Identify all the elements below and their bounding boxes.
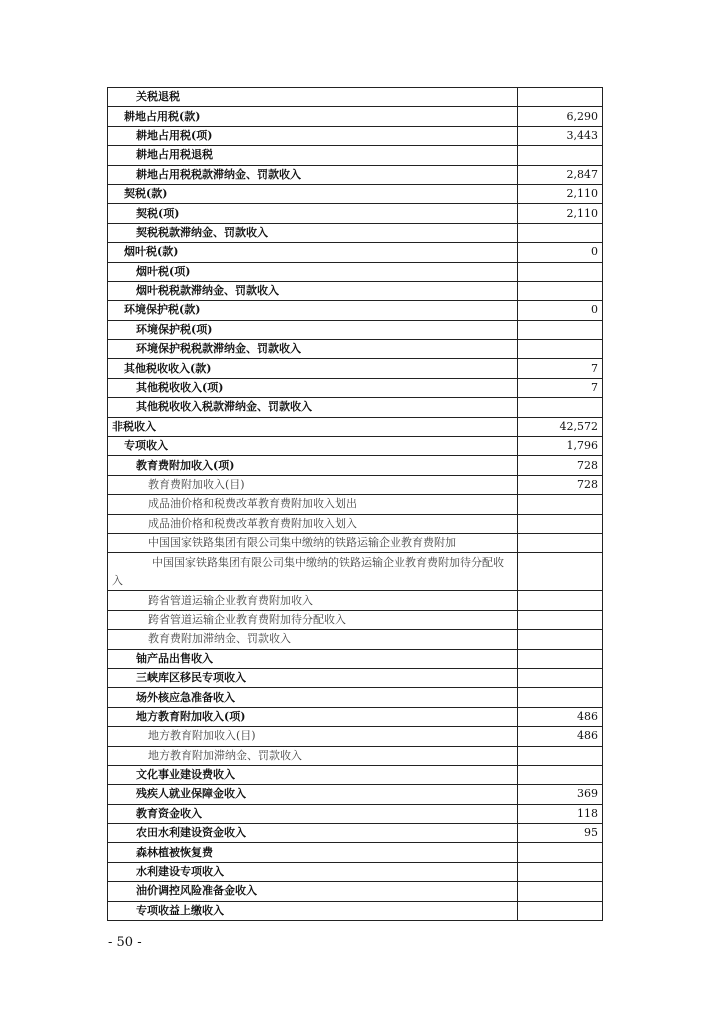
table-row: [108, 707, 603, 726]
row-item-name: 耕地占用税(项): [108, 126, 518, 145]
table-row: [108, 475, 603, 494]
table-row: [108, 184, 603, 203]
table-row: [108, 688, 603, 707]
page-number: - 50 -: [108, 935, 142, 950]
row-amount: [518, 649, 603, 668]
row-amount: [518, 262, 603, 281]
table-row: [108, 668, 603, 687]
row-item-name: 成品油价格和税费改革教育费附加收入划入: [108, 514, 518, 533]
row-amount: 0: [518, 243, 603, 262]
row-amount: 1,796: [518, 437, 603, 456]
row-item-name: 专项收入: [108, 437, 518, 456]
row-item-name: 教育费附加收入(目): [108, 475, 518, 494]
row-amount: [518, 398, 603, 417]
row-amount: [518, 901, 603, 920]
table-row: [108, 495, 603, 514]
table-row: [108, 243, 603, 262]
row-amount: [518, 533, 603, 552]
row-amount: [518, 746, 603, 765]
table-row: [108, 88, 603, 107]
row-item-name: 其他税收收入(项): [108, 378, 518, 397]
table-row: [108, 262, 603, 281]
row-item-name: 教育费附加滞纳金、罚款收入: [108, 630, 518, 649]
row-amount: 486: [518, 727, 603, 746]
row-item-name: 油价调控风险准备金收入: [108, 882, 518, 901]
table-row: [108, 126, 603, 145]
table-row: [108, 785, 603, 804]
row-item-name: 烟叶税(款): [108, 243, 518, 262]
table-row: [108, 204, 603, 223]
row-amount: [518, 668, 603, 687]
table-row: [108, 804, 603, 823]
table-row: [108, 301, 603, 320]
row-amount: 7: [518, 378, 603, 397]
row-amount: [518, 223, 603, 242]
row-amount: [518, 688, 603, 707]
table-row: [108, 146, 603, 165]
row-amount: [518, 843, 603, 862]
row-item-name: 教育资金收入: [108, 804, 518, 823]
table-row: [108, 107, 603, 126]
row-amount: [518, 630, 603, 649]
table-row: [108, 862, 603, 881]
table-row: [108, 553, 603, 591]
row-amount: 7: [518, 359, 603, 378]
row-item-name: 专项收益上缴收入: [108, 901, 518, 920]
row-item-name: 环境保护税税款滞纳金、罚款收入: [108, 340, 518, 359]
row-item-name: 耕地占用税退税: [108, 146, 518, 165]
row-amount: [518, 281, 603, 300]
table-row: [108, 649, 603, 668]
row-amount: 728: [518, 456, 603, 475]
row-amount: 42,572: [518, 417, 603, 436]
table-row: [108, 843, 603, 862]
row-item-name: 契税税款滞纳金、罚款收入: [108, 223, 518, 242]
row-item-name: 烟叶税(项): [108, 262, 518, 281]
row-item-name: 烟叶税税款滞纳金、罚款收入: [108, 281, 518, 300]
table-row: [108, 824, 603, 843]
row-amount: 6,290: [518, 107, 603, 126]
row-item-name: 农田水利建设资金收入: [108, 824, 518, 843]
table-row: [108, 901, 603, 920]
table-row: [108, 630, 603, 649]
row-amount: 369: [518, 785, 603, 804]
row-item-name: 契税(项): [108, 204, 518, 223]
table-row: [108, 765, 603, 784]
table-row: [108, 746, 603, 765]
table-row: [108, 437, 603, 456]
row-amount: [518, 495, 603, 514]
row-item-name: 跨省管道运输企业教育费附加收入: [108, 591, 518, 610]
row-item-name: 其他税收收入(款): [108, 359, 518, 378]
row-amount: [518, 88, 603, 107]
table-row: [108, 591, 603, 610]
row-item-name: 地方教育附加收入(项): [108, 707, 518, 726]
table-row: [108, 340, 603, 359]
table-row: [108, 417, 603, 436]
table-row: [108, 456, 603, 475]
table-row: [108, 533, 603, 552]
table-row: [108, 398, 603, 417]
row-amount: [518, 340, 603, 359]
row-item-name: 水利建设专项收入: [108, 862, 518, 881]
row-item-name: 森林植被恢复费: [108, 843, 518, 862]
row-amount: [518, 514, 603, 533]
row-amount: [518, 610, 603, 629]
row-item-name: 中国国家铁路集团有限公司集中缴纳的铁路运输企业教育费附加: [108, 533, 518, 552]
row-item-name: 契税(款): [108, 184, 518, 203]
row-amount: 3,443: [518, 126, 603, 145]
row-item-name: 关税退税: [108, 88, 518, 107]
table-row: [108, 727, 603, 746]
table-row: [108, 882, 603, 901]
row-amount: [518, 146, 603, 165]
row-item-name: 场外核应急准备收入: [108, 688, 518, 707]
table-row: [108, 223, 603, 242]
row-amount: 486: [518, 707, 603, 726]
row-amount: [518, 882, 603, 901]
table-row: [108, 281, 603, 300]
row-item-name: 文化事业建设费收入: [108, 765, 518, 784]
row-amount: 2,110: [518, 204, 603, 223]
row-item-name: 地方教育附加收入(目): [108, 727, 518, 746]
row-item-name: 中国国家铁路集团有限公司集中缴纳的铁路运输企业教育费附加待分配收入: [108, 553, 518, 591]
row-item-name: 成品油价格和税费改革教育费附加收入划出: [108, 495, 518, 514]
row-item-name: 跨省管道运输企业教育费附加待分配收入: [108, 610, 518, 629]
row-item-name: 三峡库区移民专项收入: [108, 668, 518, 687]
budget-table-body: [108, 88, 603, 921]
row-item-name: 其他税收收入税款滞纳金、罚款收入: [108, 398, 518, 417]
row-amount: 728: [518, 475, 603, 494]
row-amount: 2,847: [518, 165, 603, 184]
row-item-name: 教育费附加收入(项): [108, 456, 518, 475]
row-amount: 2,110: [518, 184, 603, 203]
table-row: [108, 165, 603, 184]
budget-table: [107, 87, 603, 921]
row-amount: [518, 320, 603, 339]
row-amount: [518, 553, 603, 591]
row-item-name: 环境保护税(款): [108, 301, 518, 320]
row-amount: 95: [518, 824, 603, 843]
row-amount: 0: [518, 301, 603, 320]
table-row: [108, 320, 603, 339]
row-item-name: 环境保护税(项): [108, 320, 518, 339]
row-amount: [518, 765, 603, 784]
table-row: [108, 514, 603, 533]
row-amount: 118: [518, 804, 603, 823]
row-item-name: 耕地占用税税款滞纳金、罚款收入: [108, 165, 518, 184]
row-item-name: 耕地占用税(款): [108, 107, 518, 126]
row-amount: [518, 862, 603, 881]
row-item-name: 铀产品出售收入: [108, 649, 518, 668]
row-item-name: 残疾人就业保障金收入: [108, 785, 518, 804]
row-item-name: 地方教育附加滞纳金、罚款收入: [108, 746, 518, 765]
table-row: [108, 359, 603, 378]
table-row: [108, 378, 603, 397]
row-item-name: 非税收入: [108, 417, 518, 436]
table-row: [108, 610, 603, 629]
row-amount: [518, 591, 603, 610]
